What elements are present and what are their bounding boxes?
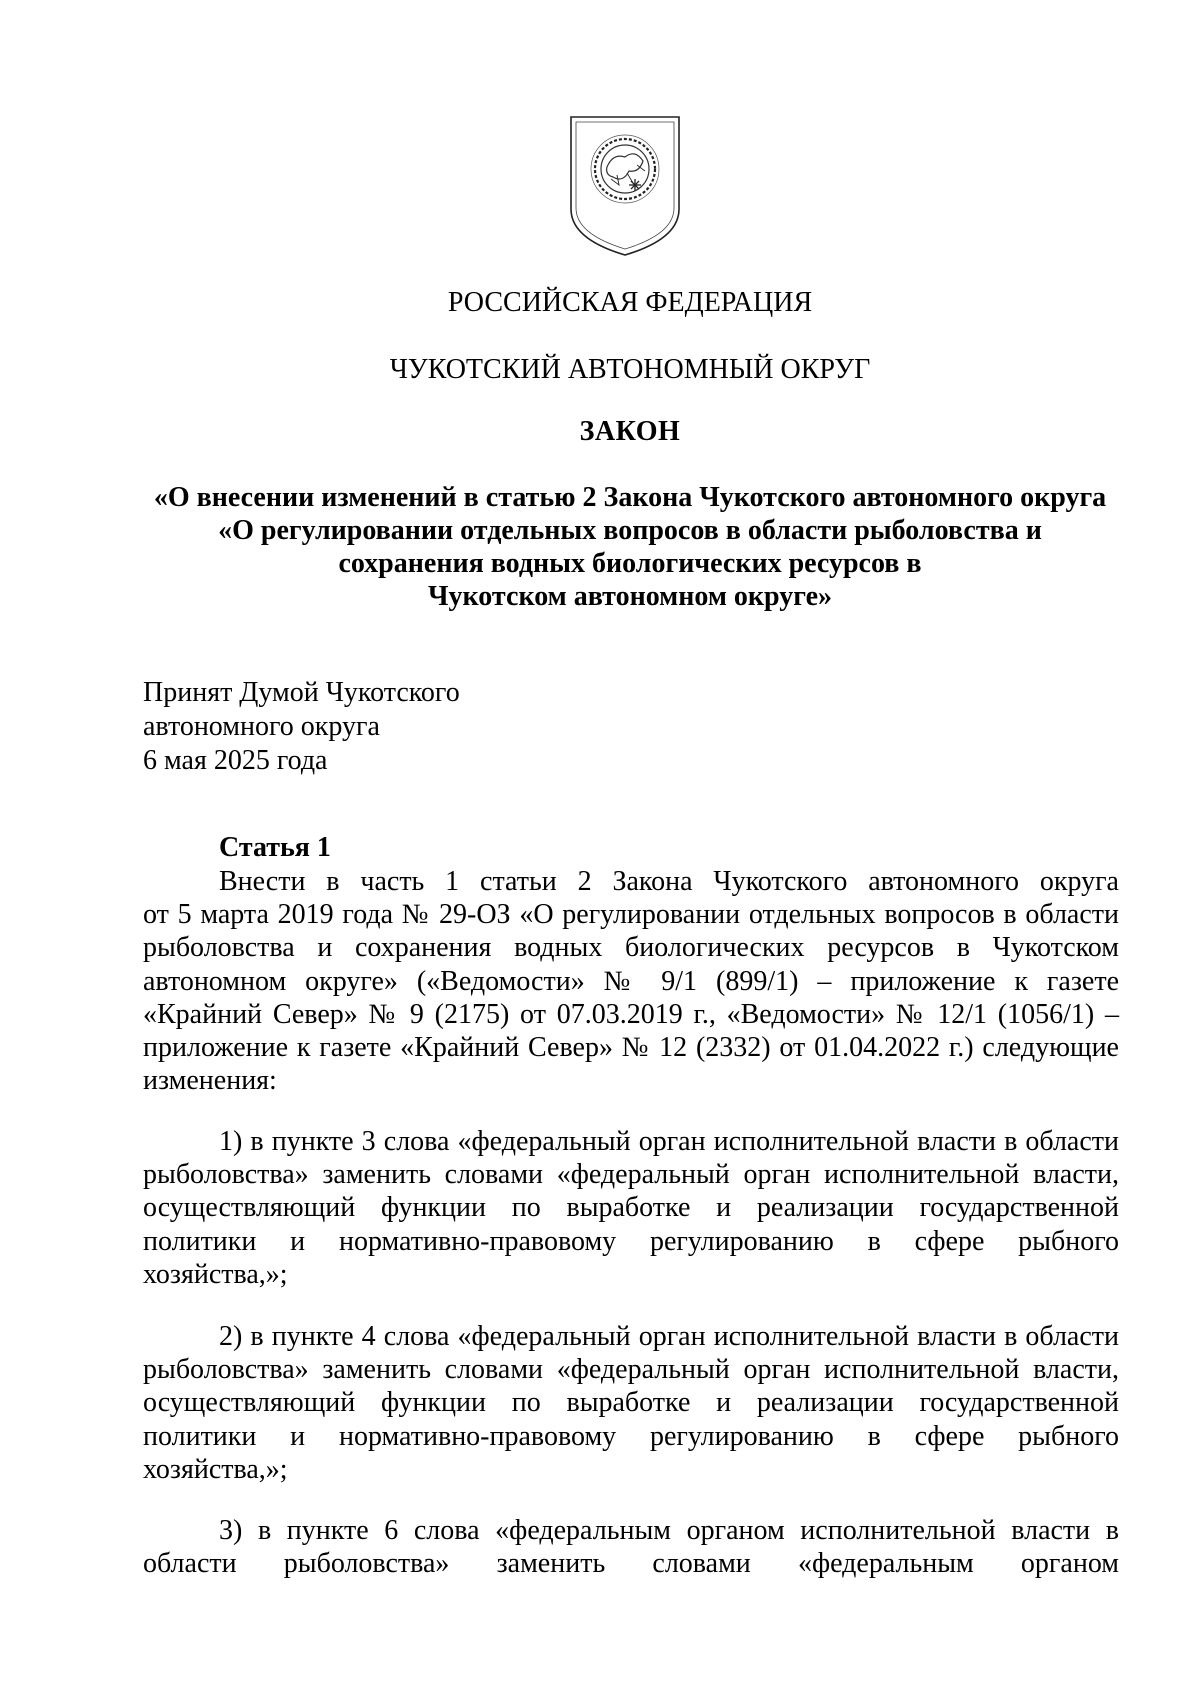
- amendment-item-1: [143, 1125, 1119, 1291]
- text-line: автономном округе» («Ведомости» № 9/1 (899/1) – приложение к газете: [143, 965, 1119, 997]
- text-line: рыболовства» заменить словами «федеральный орган исполнительной власти,: [143, 1159, 1119, 1191]
- law-title-line: Чукотском автономном округе»: [427, 581, 833, 612]
- text-line: осуществляющий функции по выработке и реализации государственной: [143, 1192, 1119, 1224]
- text-line: «Крайний Север» № 9 (2175) от 07.03.2019 г., «Ведомости» № 12/1 (1056/1) –: [143, 998, 1119, 1030]
- text-line: 1) в пункте 3 слова «федеральный орган исполнительной власти в области: [219, 1126, 1119, 1157]
- law-title: [140, 481, 1120, 613]
- law-title-line: «О регулировании отдельных вопросов в области рыболовства и: [218, 515, 1042, 546]
- region-heading: ЧУКОТСКИЙ АВТОНОМНЫЙ ОКРУГ: [389, 354, 871, 385]
- law-title-line: «О внесении изменений в статью 2 Закона Чукотского автономного округа: [153, 482, 1107, 513]
- amendment-item-3: [143, 1514, 1119, 1580]
- law-title-line: сохранения водных биологических ресурсов в: [338, 548, 922, 579]
- text-line: области рыболовства» заменить словами «федеральным органом: [143, 1548, 1119, 1580]
- adoption-line: автономного округа: [143, 711, 380, 742]
- amendment-item-2: [143, 1320, 1119, 1486]
- country-heading: РОССИЙСКАЯ ФЕДЕРАЦИЯ: [447, 287, 813, 318]
- text-line: рыболовства» заменить словами «федеральный орган исполнительной власти,: [143, 1354, 1119, 1386]
- article-intro-paragraph: [143, 865, 1119, 1097]
- text-line: рыболовства и сохранения водных биологических ресурсов в Чукотском: [143, 932, 1119, 964]
- text-line: хозяйства,»;: [143, 1453, 288, 1485]
- document-type-heading: ЗАКОН: [579, 416, 681, 447]
- adoption-note: [143, 676, 460, 778]
- article-heading: Статья 1: [219, 832, 331, 863]
- text-line: хозяйства,»;: [143, 1258, 288, 1290]
- text-line: приложение к газете «Крайний Север» № 12 (2332) от 01.04.2022 г.) следующие: [143, 1032, 1119, 1064]
- adoption-line: Принят Думой Чукотского: [143, 677, 460, 708]
- text-line: политики и нормативно-правовому регулированию в сфере рыбного: [143, 1225, 1119, 1257]
- adoption-date: 6 мая 2025 года: [143, 745, 328, 776]
- text-line: 2) в пункте 4 слова «федеральный орган исполнительной власти в области: [219, 1321, 1119, 1352]
- coat-of-arms-icon: [567, 113, 683, 259]
- text-line: политики и нормативно-правовому регулированию в сфере рыбного: [143, 1420, 1119, 1452]
- text-line: от 5 марта 2019 года № 29-ОЗ «О регулировании отдельных вопросов в области: [143, 899, 1119, 931]
- text-line: осуществляющий функции по выработке и реализации государственной: [143, 1387, 1119, 1419]
- text-line: изменения:: [143, 1065, 277, 1097]
- text-line: 3) в пункте 6 слова «федеральным органом исполнительной власти в: [219, 1515, 1119, 1546]
- text-line: Внести в часть 1 статьи 2 Закона Чукотского автономного округа: [219, 866, 1119, 897]
